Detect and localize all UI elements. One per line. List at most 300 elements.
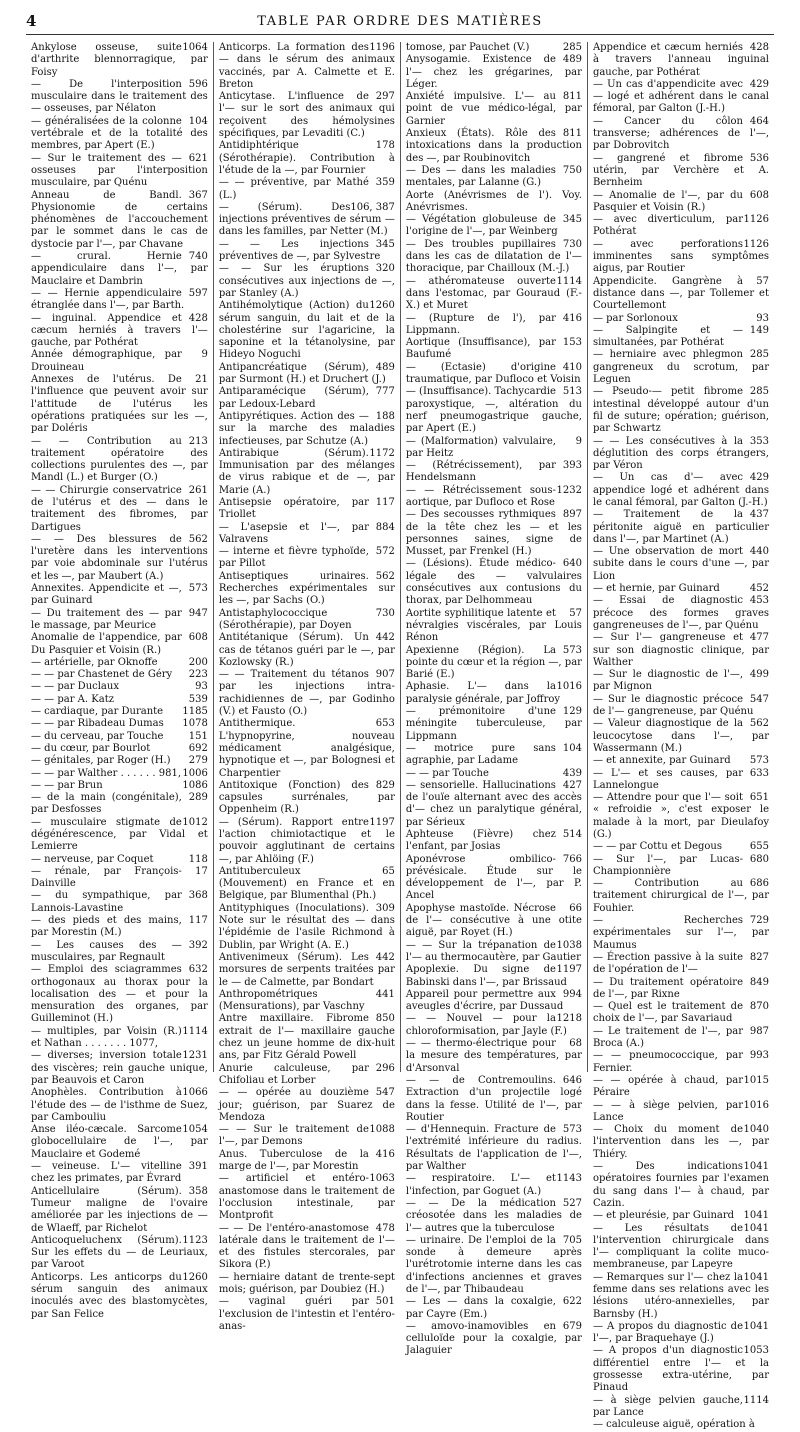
- entry-text: Antiparamécique (Sérum), par Ledoux-Lebard: [218, 386, 369, 410]
- entry-text: Aorte (Anévrismes de l'). Voy. Anévrismes.: [405, 189, 582, 213]
- entry-text: — interne et fièvre typhoïde, par Pillot: [218, 546, 369, 570]
- entry-text: — Des secousses rythmiques de la tête chez les — et les personnes saines, signe de Musset, par Frenkel (H.): [405, 509, 582, 558]
- entry-page-number: 392: [188, 939, 208, 951]
- index-entry: [593, 509, 769, 546]
- index-entry: [31, 608, 208, 633]
- entry-text: — — Traitement du tétanos par les injections intra-rachidiennes de —, par Godinho (V.) et Fausto (O.): [218, 669, 395, 718]
- entry-text: — motrice pure sans agraphie, par Ladame: [405, 742, 556, 767]
- index-entry: [593, 546, 769, 583]
- index-entry: [406, 964, 582, 989]
- index-entry: [219, 202, 395, 239]
- index-entry: [593, 1210, 769, 1222]
- entry-page-number: 279: [188, 755, 208, 767]
- index-entry: [219, 903, 395, 952]
- entry-page-number: 393: [562, 460, 582, 472]
- entry-text: — diverses; inversion totale des viscères; rein gauche unique, par Beauvois et Caron: [31, 1050, 208, 1086]
- entry-page-number: 296: [375, 1062, 395, 1074]
- index-entry: [406, 1173, 582, 1198]
- entry-text: — — par Brun: [31, 779, 103, 791]
- index-entry: [219, 448, 395, 497]
- entry-text: — et annexite, par Guinard: [592, 755, 731, 767]
- entry-text: Appendice et cæcum herniés à travers l'anneau inguinal gauche, par Pothérat: [592, 42, 769, 78]
- index-entry: [219, 177, 395, 202]
- entry-page-number: 68: [569, 1038, 582, 1050]
- index-entry: [406, 1124, 582, 1173]
- entry-text: Antipancréatique (Sérum), par Surmont (H.) et Druchert (J.): [218, 361, 386, 386]
- entry-page-number: 1041: [743, 1210, 769, 1222]
- entry-page-number: 766: [562, 853, 582, 865]
- entry-text: — Des — dans les maladies mentales, par Lalanne (G.): [405, 164, 556, 189]
- index-entry: [593, 42, 769, 79]
- entry-text: — Du traitement des — par le massage, par Meurice: [31, 607, 182, 631]
- entry-text: Antituberculeux (Mouvement) en France et en Belgique, par Blumenthal (Ph.): [218, 865, 395, 902]
- entry-text: — des pieds et des mains, par Morestin (M.): [31, 915, 182, 939]
- entry-text: Année démographique, par Drouineau: [31, 349, 182, 373]
- entry-text: Annexes de l'utérus. De l'influence que peuvent avoir sur l'attitude de l'utérus les opérations pratiquées sur les —, par Doléris: [31, 374, 208, 435]
- index-entry: [593, 841, 769, 853]
- index-entry: [406, 91, 582, 128]
- entry-text: — à siège pelvien gauche, par Lance: [592, 1394, 743, 1418]
- entry-text: — — Les consécutives à la déglutition des corps étrangers, par Véron: [592, 435, 769, 472]
- entry-text: — (Insuffisance). Tachycardie paroxystique, —, altération du nerf pneumogastrique gauche, par Apert (E.): [405, 386, 582, 435]
- entry-page-number: 849: [749, 976, 769, 988]
- index-entry: [406, 239, 582, 276]
- entry-text: Antithermique. L'hypnopyrine, nouveau médicament analgésique, hypnotique et —, par Bolognesi et Charpentier: [218, 718, 395, 779]
- index-entry: [31, 657, 208, 669]
- entry-page-number: 640: [562, 558, 582, 570]
- entry-page-number: 1185: [182, 706, 208, 718]
- entry-page-number: 489: [375, 361, 395, 373]
- index-entry: [406, 386, 582, 435]
- entry-page-number: 1218: [556, 1013, 582, 1025]
- index-entry: [31, 632, 208, 657]
- index-entry: [219, 632, 395, 669]
- index-entry: [219, 300, 395, 361]
- entry-text: — Anomalie de l'—, par du Pasquier et Voisin (R.): [592, 189, 743, 213]
- index-entry: [31, 534, 208, 583]
- index-entry: [31, 1235, 208, 1272]
- entry-page-number: 827: [749, 951, 769, 963]
- index-entry: [219, 362, 395, 387]
- entry-text: — veineuse. L'— vitelline chez les primates, par Évrard: [31, 1161, 182, 1185]
- entry-text: Anus. Tuberculose de la marge de l'—, par Morestin: [218, 1148, 369, 1173]
- entry-page-number: 750: [562, 164, 582, 176]
- entry-text: Antitoxique (Fonction) des capsules surrénales, par Oppenheim (R.): [218, 779, 395, 816]
- entry-page-number: 104: [188, 115, 208, 127]
- index-entry: [593, 1026, 769, 1051]
- entry-text: — Remarques sur l'— chez la femme dans ses relations avec les lésions utéro-annexielles, par Barnsby (H.): [592, 1271, 769, 1320]
- entry-page-number: 870: [749, 1001, 769, 1013]
- index-entry: [31, 706, 208, 718]
- index-entry: [406, 608, 582, 645]
- entry-page-number: 478: [375, 1222, 395, 1234]
- entry-text: — Contribution au traitement chirurgical de l'—, par Fouhier.: [592, 878, 769, 914]
- entry-page-number: 285: [749, 386, 769, 398]
- index-entry: [31, 1186, 208, 1235]
- page-title: TABLE PAR ORDRE DES MATIÈRES: [257, 14, 543, 29]
- entry-page-number: 149: [749, 324, 769, 336]
- index-entry: [31, 42, 208, 79]
- entry-text: — — Contribution au traitement opératoire des collections purulentes des —, par Mandl (L.) et Burger (O.): [31, 435, 208, 484]
- entry-page-number: 572: [375, 546, 395, 558]
- index-entry: [31, 817, 208, 854]
- index-entry: [219, 1124, 395, 1149]
- entry-text: — (Ectasie) d'origine traumatique, par Dufloco et Voisin: [405, 361, 581, 386]
- index-entry: [31, 1050, 208, 1087]
- entry-page-number: 993: [749, 1050, 769, 1062]
- entry-text: — — De la médication créosotée dans les maladies de l'— autres que la tuberculose: [405, 1197, 582, 1234]
- entry-page-number: 573: [562, 1124, 582, 1136]
- entry-text: — sensorielle. Hallucinations de l'ouïe alternant avec des accès d'— chez un paralytique général, par Sérieux: [405, 779, 582, 828]
- entry-text: — du cerveau, par Touche: [31, 730, 164, 742]
- entry-text: — — par Cottu et Degous: [592, 841, 722, 853]
- index-entry: [406, 743, 582, 768]
- entry-text: — Pseudo-— petit fibrome intestinal développé autour d'un fil de suture; opération; guérison, par Schwartz: [592, 386, 769, 435]
- entry-page-number: 632: [188, 964, 208, 976]
- entry-page-number: 437: [749, 509, 769, 521]
- entry-page-number: 536: [749, 152, 769, 164]
- entry-text: Annexites. Appendicite et —, par Guinard: [31, 583, 182, 607]
- entry-page-number: 527: [562, 1197, 582, 1209]
- entry-text: — Sur l'—, par Lucas-Championnière: [592, 853, 743, 877]
- entry-page-number: 679: [562, 1320, 582, 1332]
- entry-text: — de la main (congénitale), par Desfosses: [31, 792, 182, 816]
- index-entry: [406, 854, 582, 903]
- entry-text: Anxieux (États). Rôle des intoxications dans la production des —, par Roubinovitch: [405, 128, 582, 164]
- index-entry: [406, 165, 582, 190]
- entry-page-number: 442: [375, 632, 395, 644]
- index-entry: [31, 190, 208, 251]
- index-entry: [593, 952, 769, 977]
- entry-text: — amovo-inamovibles en celluloïde pour la coxalgie, par Jalaguier: [405, 1320, 582, 1357]
- index-entry: [406, 1321, 582, 1358]
- entry-text: — — par A. Katz: [31, 693, 114, 705]
- index-entry: [593, 1075, 769, 1100]
- entry-text: — — Sur les éruptions consécutives aux injections de —, par Stanley (A.): [218, 263, 395, 299]
- entry-text: — Salpingite et — simultanées, par Pothérat: [592, 324, 743, 349]
- index-entry: [219, 1173, 395, 1222]
- entry-page-number: 151: [188, 730, 208, 742]
- entry-text: — — Sur le traitement de l'—, par Demons: [218, 1124, 369, 1148]
- index-entry: [406, 362, 582, 387]
- entry-page-number: 440: [749, 546, 769, 558]
- index-entry: [406, 780, 582, 829]
- entry-page-number: 1197: [369, 816, 395, 828]
- entry-text: — Sur le traitement des — osseuses par l'interposition musculaire, par Quénu: [31, 152, 208, 189]
- index-entry: [593, 1223, 769, 1272]
- entry-page-number: 829: [375, 779, 395, 791]
- index-entry: [593, 239, 769, 276]
- entry-text: — vaginal guéri par l'exclusion de l'intestin et l'entéro-anas-: [218, 1296, 395, 1332]
- entry-text: — Quel est le traitement de choix de l'—, par Savariaud: [592, 1001, 743, 1025]
- entry-page-number: 1196: [369, 42, 395, 53]
- entry-text: — Du traitement opératoire de l'—, par Rixne: [592, 976, 743, 1000]
- index-entry: [406, 276, 582, 313]
- entry-text: — rénale, par François-Dainville: [31, 865, 182, 890]
- index-entry: [31, 1087, 208, 1124]
- entry-page-number: 680: [749, 853, 769, 865]
- index-entry: [31, 116, 208, 153]
- index-entry: [219, 1149, 395, 1174]
- entry-page-number: 453: [749, 595, 769, 607]
- entry-text: — Un cas d'— avec appendice logé et adhérent dans le canal fémoral, par Galton (J.-H.): [592, 472, 769, 508]
- entry-text: Anophèles. Contribution à l'étude des — de l'isthme de Suez, par Cambouliu: [31, 1087, 208, 1123]
- index-entry: [406, 1296, 582, 1321]
- index-entry: [31, 374, 208, 435]
- entry-text: — avec diverticulum, par Pothérat: [592, 214, 743, 238]
- entry-text: Antihémolytique (Action) du sérum sanguin, du lait et de la cholestérine sur l'agaricine, la saponine et la tétanolysine, par Hideyo Noguchi: [218, 300, 395, 361]
- entry-page-number: 17: [195, 865, 208, 877]
- entry-text: — crural. Hernie appendiculaire dans l'—, par Mauclaire et Dambrin: [31, 251, 208, 287]
- entry-page-number: 562: [749, 718, 769, 730]
- index-entry: [219, 239, 395, 264]
- entry-page-number: 730: [562, 238, 582, 250]
- entry-text: — — opérée au douzième jour; guérison, par Suarez de Mendoza: [218, 1087, 395, 1123]
- index-entry: [406, 214, 582, 239]
- index-entry: [31, 288, 208, 313]
- entry-text: Anticellulaire (Sérum). Tumeur maligne de l'ovaire améliorée par les injections de — de Wlaeff, par Richelot: [31, 1185, 208, 1234]
- entry-page-number: 1038: [556, 939, 582, 951]
- entry-text: — (Malformation) valvulaire, par Heitz: [405, 435, 556, 459]
- entry-page-number: 1123: [182, 1234, 208, 1246]
- entry-text: Anse iléo-cæcale. Sarcome globocellulaire de l'—, par Mauclaire et Godemé: [31, 1124, 208, 1160]
- entry-text: Antidiphtérique (Sérothérapie). Contribution à l'étude de la —, par Fournier: [218, 140, 395, 176]
- entry-page-number: 178: [375, 140, 395, 152]
- entry-text: — herniaire avec phlegmon gangreneux du scrotum, par Leguen: [592, 349, 769, 386]
- index-entry: [31, 313, 208, 350]
- index-entry: [31, 1124, 208, 1161]
- entry-page-number: 884: [375, 521, 395, 533]
- entry-text: Anticorps. Les anticorps du sérum sanguin des animaux inoculés avec des blastomycètes, par San Felice: [31, 1271, 208, 1320]
- entry-page-number: 1054: [182, 1124, 208, 1136]
- index-entry: [31, 854, 208, 866]
- entry-page-number: 1066: [182, 1087, 208, 1099]
- index-entry: [593, 1124, 769, 1161]
- entry-text: — multiples, par Voisin (R.) et Nathan . . . . . . . 1077,: [31, 1025, 182, 1050]
- entry-text: — inguinal. Appendice et cæcum herniés à travers l'— gauche, par Pothérat: [31, 312, 208, 349]
- entry-page-number: 1064: [182, 42, 208, 53]
- entry-text: — artérielle, par Oknoffe: [31, 656, 158, 668]
- entry-text: — — par Chastenet de Géry: [31, 669, 173, 681]
- entry-text: — cardiaque, par Durante: [31, 706, 164, 718]
- index-entry: [219, 669, 395, 718]
- entry-page-number: 1197: [556, 964, 582, 976]
- index-entry: [406, 903, 582, 940]
- entry-page-number: 1040: [743, 1124, 769, 1136]
- entry-page-number: 345: [375, 238, 395, 250]
- entry-page-number: 477: [749, 632, 769, 644]
- index-entry: [593, 1419, 769, 1431]
- entry-page-number: 1041: [743, 1271, 769, 1283]
- entry-text: — Érection passive à la suite de l'opération de l'—: [592, 951, 743, 976]
- entry-text: Anurie calculeuse, par Chifoliau et Lorber: [218, 1062, 369, 1086]
- entry-text: Antistaphylococcique (Sérothérapie), par Doyen: [218, 607, 352, 631]
- entry-page-number: 297: [375, 91, 395, 103]
- index-entry: [593, 214, 769, 239]
- entry-page-number: 391: [188, 1161, 208, 1173]
- entry-page-number: 1114: [182, 1025, 208, 1037]
- entry-text: Aponévrose ombilico-prévésicale. Étude sur le développement de l'—, par P. Ancel: [405, 853, 582, 902]
- entry-text: — — thermo-électrique pour la mesure des températures, par d'Arsonval: [405, 1038, 582, 1074]
- entry-page-number: 1012: [182, 816, 208, 828]
- entry-page-number: 367: [188, 189, 208, 201]
- entry-text: — prémonitoire d'une méningite tuberculeuse, par Lippmann: [405, 706, 582, 742]
- index-entry: [219, 866, 395, 903]
- entry-text: Ankylose osseuse, suite d'arthrite blennorragique, par Foisy: [31, 42, 208, 78]
- entry-page-number: 65: [382, 865, 395, 877]
- entry-page-number: 608: [749, 189, 769, 201]
- index-entry: [593, 1395, 769, 1420]
- entry-page-number: 1006: [182, 767, 208, 779]
- entry-text: — et pleurésie, par Guinard: [592, 1210, 735, 1222]
- entry-page-number: 410: [562, 361, 582, 373]
- entry-text: — — opérée à chaud, par Péraire: [592, 1074, 743, 1099]
- entry-text: — Traitement de la péritonite aiguë en particulier dans l'—, par Martinet (A.): [592, 509, 769, 545]
- entry-page-number: 1143: [556, 1173, 582, 1185]
- entry-text: — Choix du moment de l'intervention dans les —, par Thiéry.: [592, 1124, 769, 1160]
- index-entry: [593, 878, 769, 915]
- entry-text: — — Nouvel — pour la chloroformisation, par Jayle (F.): [405, 1013, 567, 1037]
- entry-text: — Le traitement de l'—, par Broca (A.): [592, 1025, 743, 1050]
- entry-page-number: 104: [562, 742, 582, 754]
- index-entry: [593, 755, 769, 767]
- entry-text: — nerveuse, par Coquet: [31, 853, 154, 865]
- index-entry: [593, 190, 769, 215]
- entry-text: — — par Duclaux: [31, 681, 119, 693]
- index-entry: [406, 1075, 582, 1124]
- entry-text: — — De l'entéro-anastomose latérale dans le traitement de l'— et des fistules stercorales, par Sikora (P.): [218, 1222, 395, 1271]
- entry-page-number: 353: [749, 435, 769, 447]
- entry-page-number: 573: [188, 583, 208, 595]
- entry-page-number: 573: [562, 644, 582, 656]
- entry-page-number: 106, 387: [350, 201, 395, 213]
- index-entry: [593, 313, 769, 325]
- index-entry: [219, 989, 395, 1014]
- entry-page-number: 345: [562, 214, 582, 226]
- entry-text: — généralisées de la colonne vertébrale et de la totalité des membres, par Apert (E.): [31, 115, 208, 152]
- index-entry: [406, 337, 582, 362]
- entry-text: — Cancer du côlon transverse; adhérences de l'—, par Dobrovitch: [592, 115, 769, 152]
- entry-page-number: 428: [188, 312, 208, 324]
- index-entry: [406, 989, 582, 1014]
- index-entry: [219, 497, 395, 522]
- index-entry: [219, 140, 395, 177]
- index-entry: [219, 546, 395, 571]
- index-entry: [31, 780, 208, 792]
- entry-text: — génitales, par Roger (H.): [31, 755, 171, 767]
- entry-text: Apophyse mastoïde. Nécrose de l'— consécutive à une otite aiguë, par Royet (H.): [405, 902, 582, 939]
- entry-page-number: 987: [749, 1025, 769, 1037]
- index-entry: [593, 768, 769, 793]
- entry-page-number: 1126: [743, 214, 769, 226]
- entry-text: — — par Walther . . . . . . 981,: [31, 767, 181, 779]
- entry-page-number: 740: [188, 251, 208, 263]
- index-column-2: [213, 42, 400, 1332]
- index-entry: [31, 768, 208, 780]
- entry-page-number: 811: [562, 128, 582, 140]
- entry-page-number: 200: [188, 656, 208, 668]
- index-entry: [31, 694, 208, 706]
- index-entry: [406, 128, 582, 165]
- index-entry: [219, 42, 395, 91]
- index-entry: [406, 54, 582, 91]
- entry-text: — Essai de diagnostic précoce des formes graves gangreneuses de l'—, par Quénu: [592, 595, 769, 631]
- index-entry: [406, 1013, 582, 1038]
- entry-text: Antipyrétiques. Action des — sur la marche des maladies infectieuses, par Schutze (A.): [218, 410, 395, 447]
- entry-text: Appareil pour permettre aux aveugles d'écrire, par Dussaud: [405, 988, 564, 1013]
- index-entry: [219, 608, 395, 633]
- index-entry: [219, 1296, 395, 1333]
- index-entry: [31, 79, 208, 116]
- index-entry: [593, 1050, 769, 1075]
- entry-page-number: 539: [188, 693, 208, 705]
- entry-text: — Attendre pour que l'— soit « refroidie », c'est exposer le malade à la mort, par Dieulafoy (G.): [592, 792, 769, 840]
- index-column-4: [587, 42, 774, 1431]
- entry-page-number: 907: [375, 669, 395, 681]
- entry-page-number: 129: [562, 706, 582, 718]
- entry-text: — — par Ribadeau Dumas: [31, 718, 164, 730]
- entry-page-number: 596: [188, 78, 208, 90]
- entry-text: — — Sur la trépanation de l'— au thermocautère, par Gautier: [405, 939, 581, 963]
- entry-page-number: 1172: [369, 447, 395, 459]
- entry-text: — — de Contremoulins. Extraction d'un projectile logé dans la fesse. Utilité de l'—, par Routier: [405, 1074, 582, 1123]
- entry-text: — du sympathique, par Lannois-Lavastine: [31, 890, 182, 914]
- index-entry: [31, 866, 208, 891]
- entry-text: — artificiel et entéro-anastomose dans le traitement de l'occlusion intestinale, par Montprofit: [218, 1173, 395, 1222]
- entry-page-number: 442: [375, 951, 395, 963]
- entry-page-number: 359: [375, 177, 395, 189]
- index-entry: [31, 583, 208, 608]
- index-entry: [593, 718, 769, 755]
- index-entry: [593, 977, 769, 1002]
- index-entry: [593, 1161, 769, 1210]
- index-entry: [219, 1013, 395, 1062]
- entry-text: — Les résultats de l'intervention chirurgicale dans l'— compliquant la colite muco-membraneuse, par Lapeyre: [592, 1222, 769, 1271]
- entry-page-number: 93: [756, 312, 769, 324]
- index-entry: [406, 485, 582, 510]
- entry-page-number: 947: [188, 607, 208, 619]
- entry-page-number: 1231: [182, 1050, 208, 1062]
- entry-page-number: 514: [562, 829, 582, 840]
- index-entry: [593, 595, 769, 632]
- index-entry: [31, 485, 208, 534]
- entry-page-number: 188: [375, 410, 395, 422]
- entry-page-number: 441: [375, 988, 395, 1000]
- entry-text: — Des indications opératoires fournies par l'examen du sang dans l'— à chaud, par Cazin.: [592, 1161, 769, 1209]
- entry-page-number: 117: [188, 915, 208, 927]
- index-entry: [593, 79, 769, 116]
- index-entry: [219, 952, 395, 989]
- index-entry: [593, 153, 769, 190]
- entry-text: Appendicite. Gangrène à distance dans —, par Tollemer et Courtellemont: [592, 275, 769, 312]
- entry-page-number: 1016: [556, 681, 582, 693]
- index-entry: [219, 91, 395, 140]
- entry-text: Anticorps. La formation des — dans le sérum des animaux vaccinés, par A. Calmette et E. Breton: [218, 42, 395, 90]
- entry-page-number: 1260: [182, 1271, 208, 1283]
- entry-page-number: 513: [562, 386, 582, 398]
- index-entry: [593, 436, 769, 473]
- index-entry: [406, 1235, 582, 1296]
- entry-page-number: 1086: [182, 779, 208, 791]
- entry-page-number: 427: [562, 779, 582, 791]
- entry-page-number: 289: [188, 792, 208, 804]
- index-entry: [219, 263, 395, 300]
- entry-text: Aortique (Insuffisance), par Baufumé: [405, 337, 556, 361]
- index-entry: [406, 509, 582, 558]
- index-entry: [219, 571, 395, 608]
- index-entry: [406, 558, 582, 607]
- entry-text: Anysogamie. Existence de l'— chez les grégarines, par Léger.: [405, 54, 582, 90]
